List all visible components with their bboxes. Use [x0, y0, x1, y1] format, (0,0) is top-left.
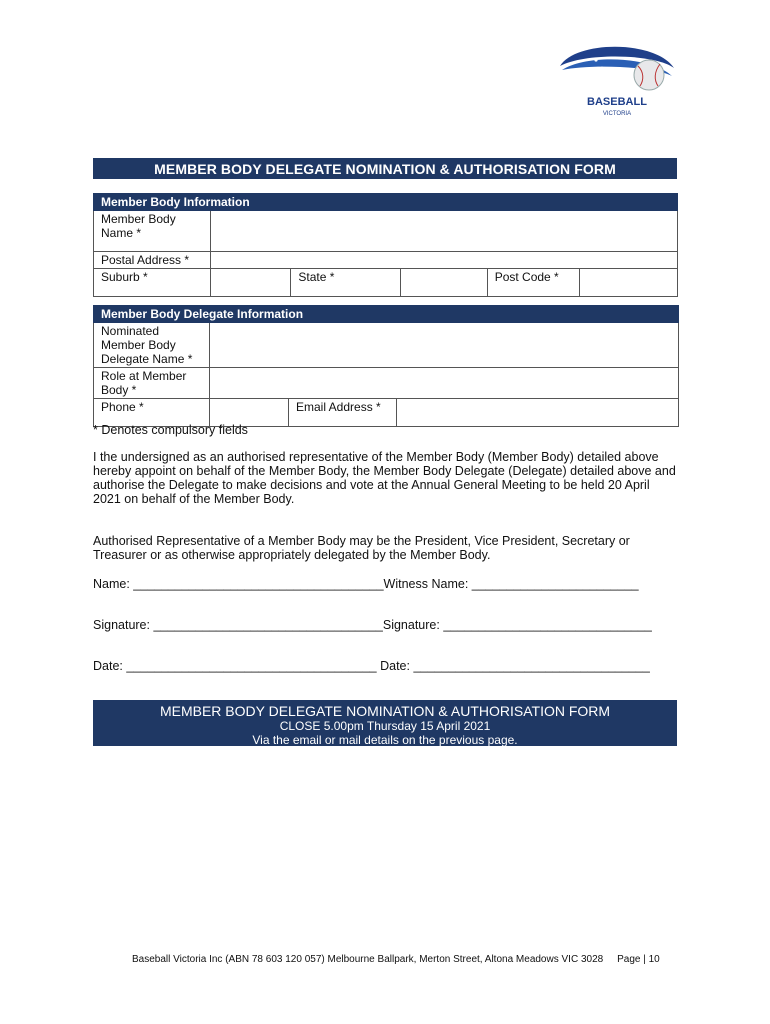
suburb-field[interactable] [211, 269, 291, 297]
section-header-delegate: Member Body Delegate Information [94, 306, 679, 323]
role-field[interactable] [210, 368, 679, 399]
page-footer: Baseball Victoria Inc (ABN 78 603 120 057) Melbourne Ballpark, Merton Street, Altona Meadows VIC 3028 Page | 10 [132, 954, 660, 965]
state-field[interactable] [400, 269, 487, 297]
phone-label: Phone * [94, 399, 210, 427]
delegate-name-field[interactable] [210, 323, 679, 368]
signature-line[interactable]: Signature: _________________________________Signature: ______________________________ [93, 618, 652, 632]
form-title: MEMBER BODY DELEGATE NOMINATION & AUTHORISATION FORM [93, 158, 677, 179]
suburb-label: Suburb * [94, 269, 211, 297]
delegate-info-table [93, 305, 679, 427]
state-label: State * [291, 269, 400, 297]
postal-address-field[interactable] [211, 252, 678, 269]
postal-address-label: Postal Address * [94, 252, 211, 269]
compulsory-note: * Denotes compulsory fields [93, 423, 248, 437]
delegate-name-label: Nominated Member Body Delegate Name * [94, 323, 210, 368]
logo-text-baseball: BASEBALL [587, 96, 647, 108]
closing-title: MEMBER BODY DELEGATE NOMINATION & AUTHORISATION FORM [159, 703, 611, 719]
member-body-name-field[interactable] [211, 211, 678, 252]
closing-instructions: Via the email or mail details on the previous page. [252, 733, 518, 747]
postcode-field[interactable] [579, 269, 677, 297]
baseball-victoria-logo [556, 44, 677, 118]
email-label: Email Address * [289, 399, 397, 427]
logo-text-victoria: VICTORIA [602, 111, 632, 117]
name-witness-line[interactable]: Name: ____________________________________Witness Name: ________________________ [93, 577, 639, 591]
closing-banner [93, 700, 677, 746]
postcode-label: Post Code * [487, 269, 579, 297]
closing-deadline: CLOSE 5.00pm Thursday 15 April 2021 [279, 719, 491, 733]
authorised-rep-note: Authorised Representative of a Member Body may be the President, Vice President, Secretary or Treasurer or as otherwise appropriately delegated by the Member Body. [93, 534, 630, 562]
member-body-name-label: Member Body Name * [94, 211, 211, 252]
declaration-text: I the undersigned as an authorised representative of the Member Body (Member Body) detailed above hereby appoint on behalf of the Member Body, the Member Body Delegate (Delegate) detailed above and authorise the Delegate to make decisions and vote at the Annual General Meeting to be held 20 April 2021 on behalf of the Member Body. [93, 450, 676, 506]
section-header-member-body: Member Body Information [94, 194, 678, 211]
date-line[interactable]: Date: ____________________________________ Date: __________________________________ [93, 659, 650, 673]
role-label: Role at Member Body * [94, 368, 210, 399]
member-body-info-table [93, 193, 678, 297]
